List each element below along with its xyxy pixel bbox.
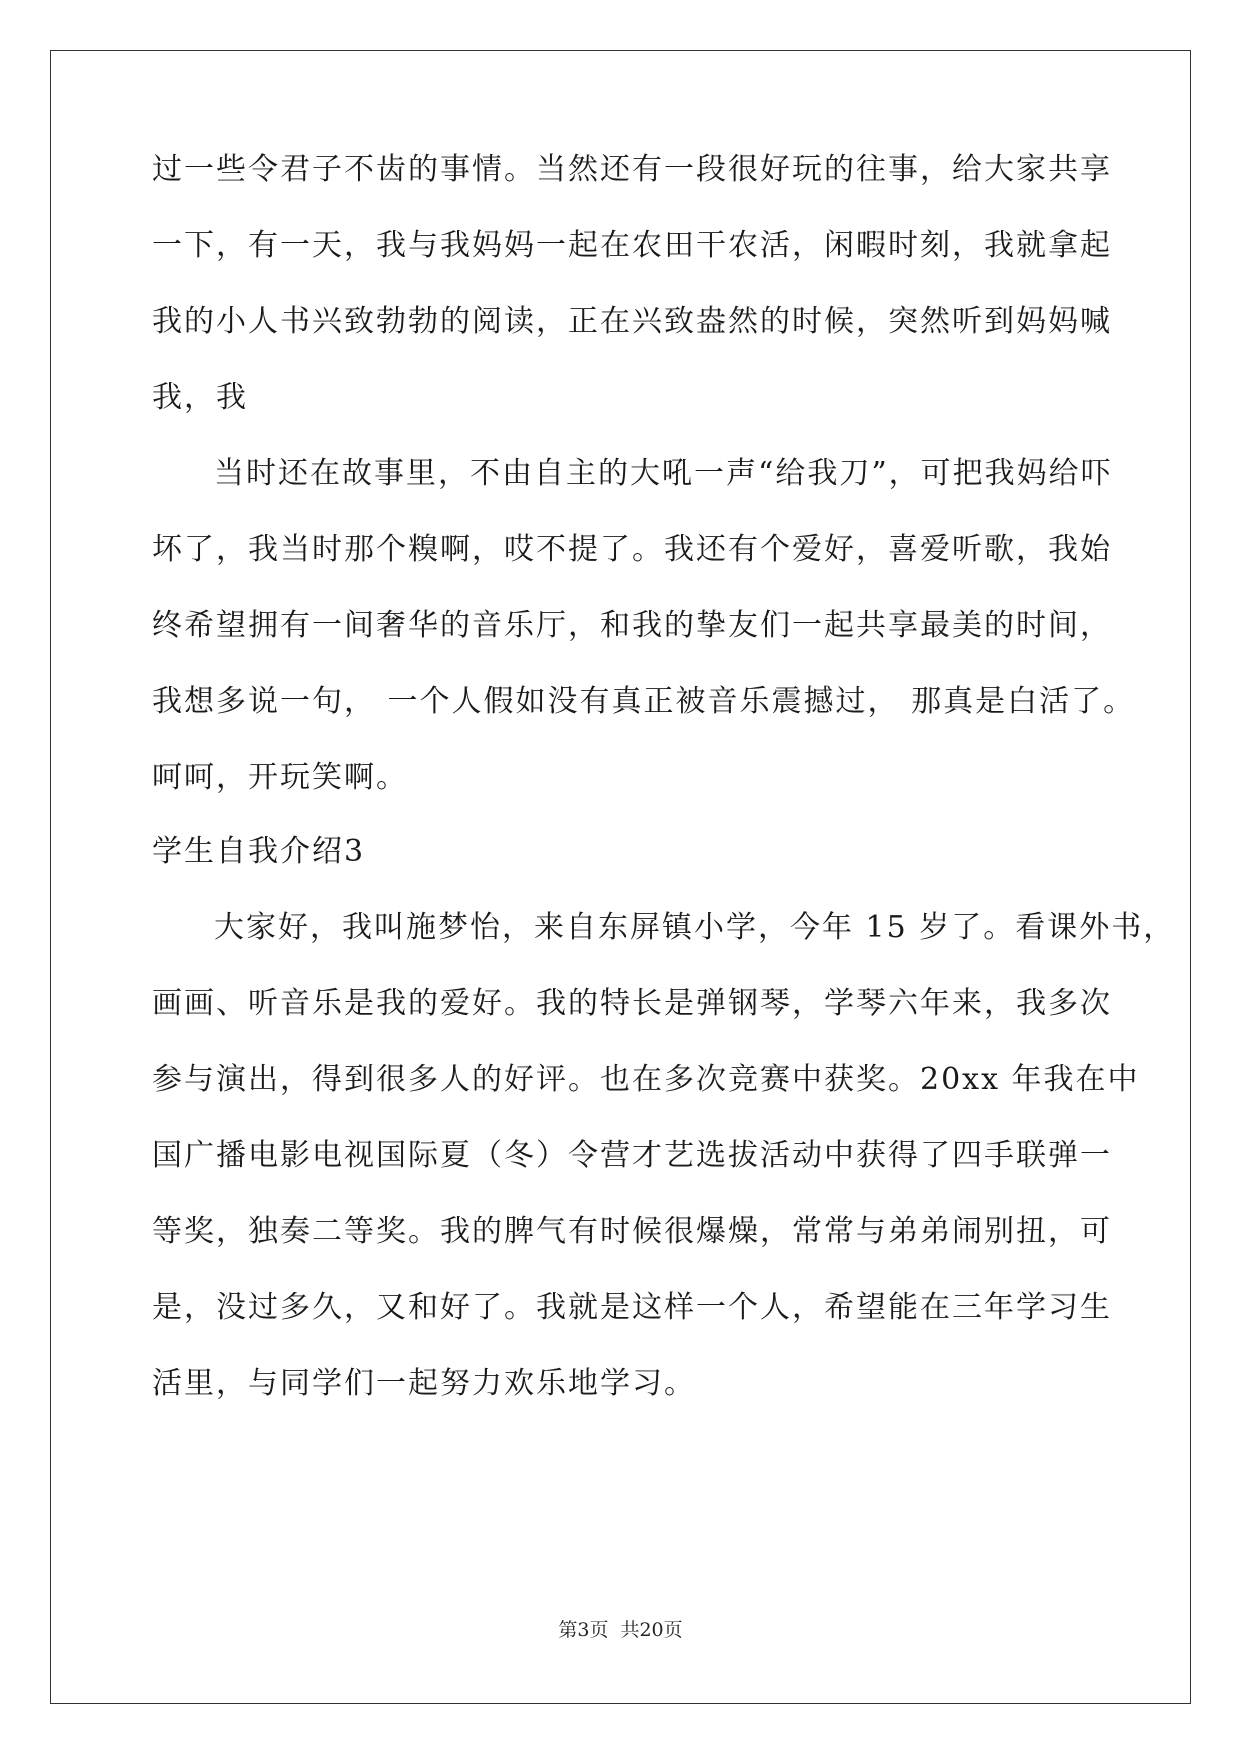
paragraph-start-line: 大家好，我叫施梦怡，来自东屏镇小学，今年 15 岁了。看课外书， xyxy=(214,910,1176,945)
text-line: 国广播电影电视国际夏（冬）令营才艺选拔活动中获得了四手联弹一 xyxy=(152,1138,1112,1173)
page-number: 第3页 xyxy=(558,1619,609,1641)
text-line: 参与演出，得到很多人的好评。也在多次竞赛中获奖。20xx 年我在中 xyxy=(152,1062,1140,1097)
page-border xyxy=(50,50,1191,1704)
text-line: 坏了，我当时那个糗啊，哎不提了。我还有个爱好，喜爱听歌，我始 xyxy=(152,532,1112,567)
text-line: 是，没过多久，又和好了。我就是这样一个人，希望能在三年学习生 xyxy=(152,1290,1112,1325)
text-line: 我的小人书兴致勃勃的阅读，正在兴致盎然的时候，突然听到妈妈喊 xyxy=(152,304,1112,339)
section-heading: 学生自我介绍3 xyxy=(152,834,366,869)
text-line: 我想多说一句， 一个人假如没有真正被音乐震撼过， 那真是白活了。 xyxy=(152,684,1136,719)
text-line: 终希望拥有一间奢华的音乐厅，和我的挚友们一起共享最美的时间， xyxy=(152,608,1112,643)
text-line: 我，我 xyxy=(152,380,248,415)
text-line: 活里，与同学们一起努力欢乐地学习。 xyxy=(152,1366,696,1401)
text-line: 等奖，独奏二等奖。我的脾气有时候很爆燥，常常与弟弟闹别扭，可 xyxy=(152,1214,1112,1249)
page-total: 共20页 xyxy=(620,1619,683,1641)
text-line: 画画、听音乐是我的爱好。我的特长是弹钢琴，学琴六年来，我多次 xyxy=(152,986,1112,1021)
paragraph-start-line: 当时还在故事里，不由自主的大吼一声“给我刀”，可把我妈给吓 xyxy=(214,456,1113,491)
page-footer xyxy=(0,1618,1241,1642)
text-line: 过一些令君子不齿的事情。当然还有一段很好玩的往事，给大家共享 xyxy=(152,152,1112,187)
text-line: 一下，有一天，我与我妈妈一起在农田干农活，闲暇时刻，我就拿起 xyxy=(152,228,1112,263)
text-line: 呵呵，开玩笑啊。 xyxy=(152,760,408,795)
